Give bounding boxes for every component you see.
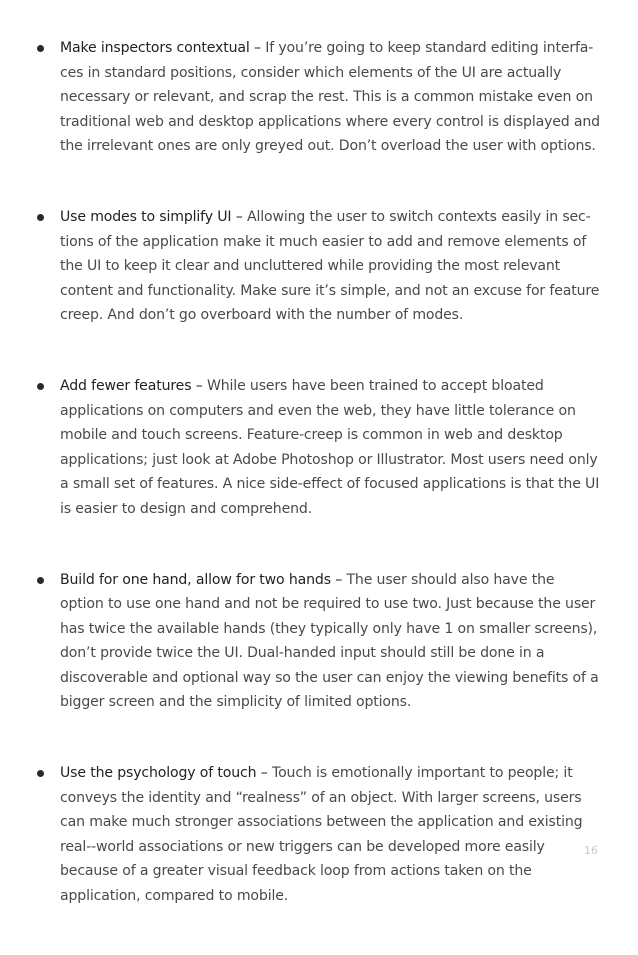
- bullet-title: Use the psychology of touch –: [60, 765, 268, 782]
- bullet-title: Make inspectors contextual –: [60, 40, 261, 56]
- page-number: 16: [584, 844, 598, 857]
- bullet-title: Use modes to simplify UI –: [60, 208, 243, 225]
- bullet-dot-icon: [37, 383, 44, 390]
- bullet-body: Allowing the user to switch contexts easily in sections of the application make it much easier to add and remove elements of the UI to keep it clear and uncluttered while providing the most relevant content and functionality. Make sure it’s simple, and not an excuse for feature creep. And don’t go overboard with the number of modes.: [60, 208, 600, 324]
- bullet-dot-icon: [37, 770, 44, 777]
- bullet-dot-icon: [37, 45, 44, 52]
- bullet-list: [36, 36, 601, 955]
- bullet-title: Add fewer features –: [60, 377, 203, 394]
- bullet-item-inspectors: [36, 36, 601, 159]
- bullet-item-touch: [36, 761, 601, 909]
- bullet-body: Touch is emotionally important to people; it conveys the identity and “realness” of an object. With larger screens, users can make much stronger associations between the application and existing real--world associations or new triggers can be developed more easily because of a greater visual feedback loop from actions taken on the application, compared to mobile.: [60, 765, 583, 905]
- bullet-body: The user should also have the option to use one hand and not be required to use two. Just because the user has twice the available hands (they typically only have 1 on smaller screens), don’t provide twice the UI. Dual-handed input should still be done in a discoverable and optional way so the user can enjoy the viewing benefits of a bigger screen and the simplicity of limited options.: [60, 571, 599, 711]
- bullet-dot-icon: [37, 214, 44, 221]
- bullet-body: While users have been trained to accept bloated applications on computers and even the web, they have little tolerance on mobile and touch screens. Feature-creep is common in web and desktop applications; just look at Adobe Photoshop or Illustrator. Most users need only a small set of features. A nice side-effect of focused applications is that the UI is easier to design and comprehend.: [60, 377, 600, 517]
- bullet-title: Build for one hand, allow for two hands –: [60, 571, 343, 588]
- bullet-item-modes: [36, 205, 601, 328]
- bullet-item-features: [36, 374, 601, 522]
- bullet-dot-icon: [37, 577, 44, 584]
- bullet-item-hands: [36, 568, 601, 716]
- bullet-body: If you’re going to keep standard editing interfaces in standard positions, consider which elements of the UI are actually necessary or relevant, and scrap the rest. This is a common mistake even on traditional web and desktop applications where every control is displayed and the irrelevant ones are only greyed out. Don’t overload the user with options.: [60, 40, 600, 155]
